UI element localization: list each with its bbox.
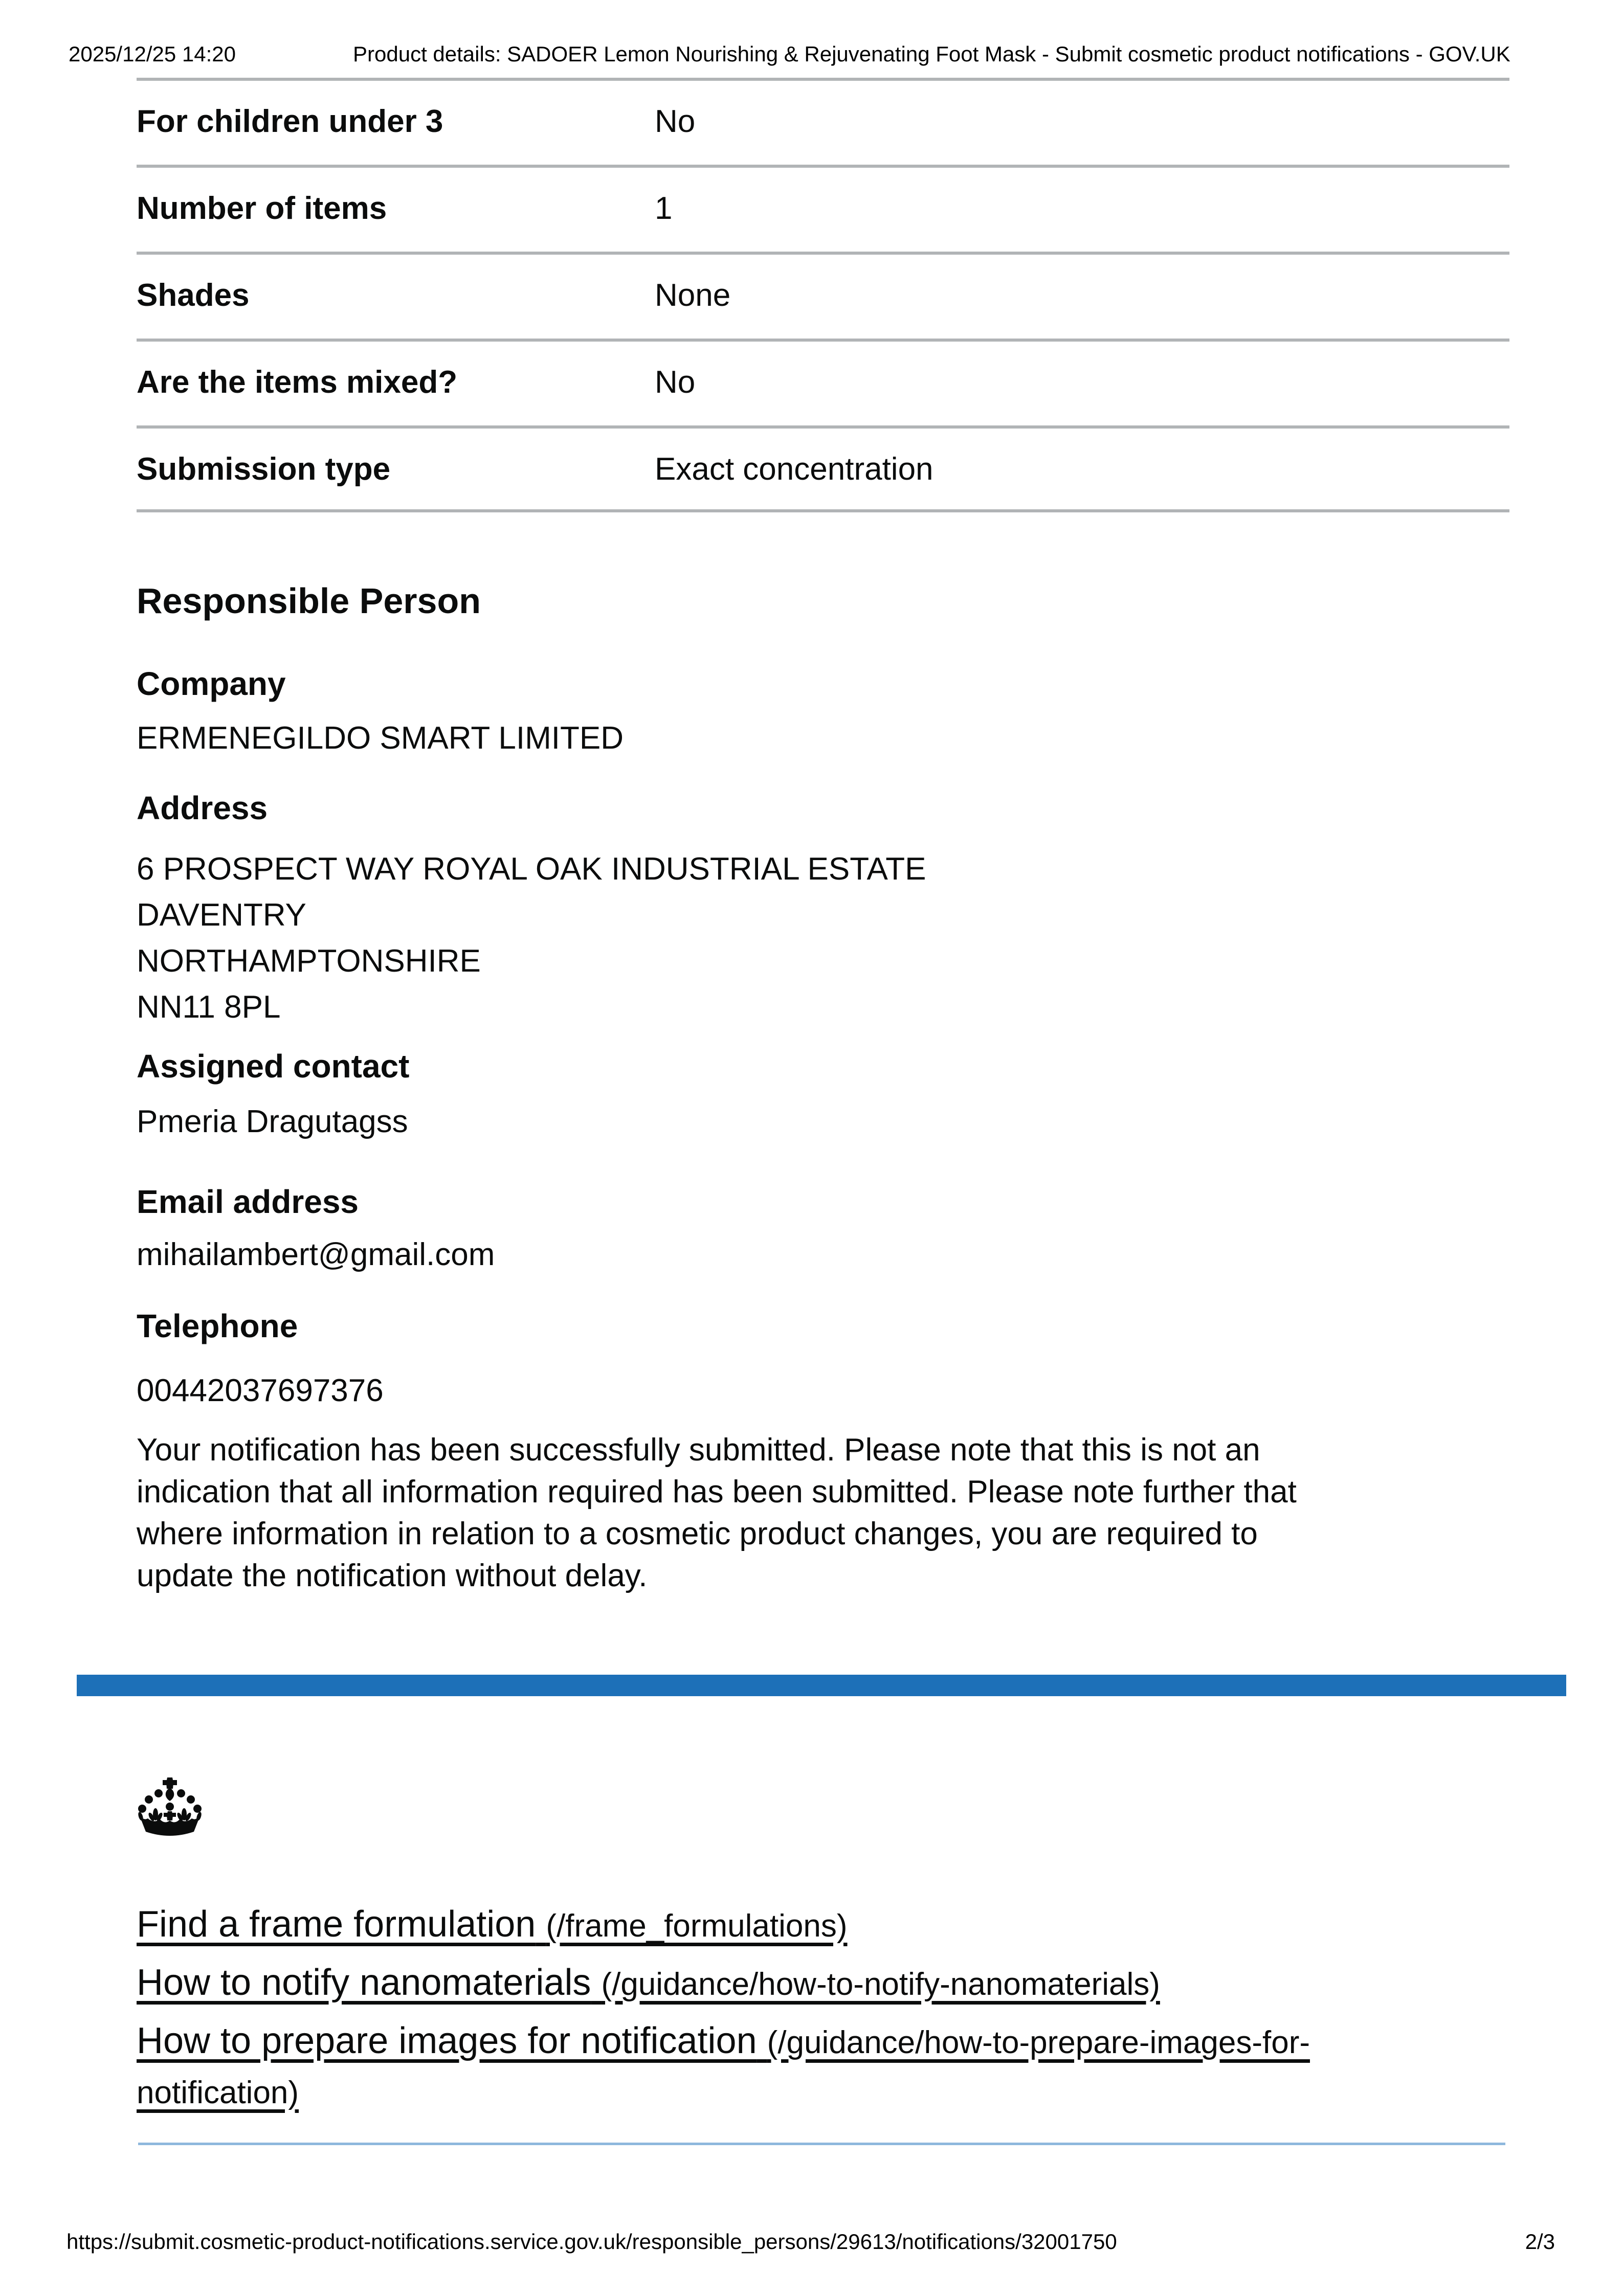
row-label: Shades	[137, 278, 250, 313]
email-value: mihailambert@gmail.com	[137, 1237, 495, 1272]
govuk-crown-icon	[137, 1776, 203, 1838]
row-value: No	[655, 104, 696, 139]
row-value: 1	[655, 191, 673, 226]
company-label: Company	[137, 665, 286, 702]
link-frame-formulation[interactable]	[137, 1900, 1354, 1950]
link-href-text: (/guidance/how-to-notify-nanomaterials)	[601, 1967, 1160, 2002]
email-label: Email address	[137, 1183, 359, 1220]
address-line: NN11 8PL	[137, 989, 281, 1025]
row-value: No	[655, 365, 696, 400]
row-label: Are the items mixed?	[137, 365, 458, 400]
address-label: Address	[137, 790, 268, 826]
product-summary-table	[137, 78, 1509, 512]
link-notify-nanomaterials[interactable]	[137, 1959, 1354, 2009]
related-links-list	[137, 1900, 1354, 2125]
print-footer-url: https://submit.cosmetic-product-notifications.service.gov.uk/responsible_persons/29613/notifications/32001750	[66, 2230, 1117, 2254]
row-label: Number of items	[137, 191, 387, 226]
address-line: NORTHAMPTONSHIRE	[137, 943, 481, 979]
assigned-contact-value: Pmeria Dragutagss	[137, 1104, 408, 1139]
govuk-footer-top-border	[77, 1675, 1566, 1696]
table-row	[137, 165, 1509, 252]
company-value: ERMENEGILDO SMART LIMITED	[137, 721, 624, 756]
print-header-datetime: 2025/12/25 14:20	[69, 42, 236, 66]
row-value: Exact concentration	[655, 452, 933, 487]
row-label: For children under 3	[137, 104, 443, 139]
link-label: How to prepare images for notification	[137, 2020, 757, 2061]
table-row	[137, 425, 1509, 512]
table-row	[137, 339, 1509, 425]
telephone-value: 00442037697376	[137, 1373, 384, 1408]
telephone-label: Telephone	[137, 1308, 298, 1344]
row-value: None	[655, 278, 731, 313]
table-row	[137, 78, 1509, 165]
link-href-text: (/guidance/how-to-prepare-images-for-notification)	[137, 2025, 1310, 2110]
table-row	[137, 252, 1509, 339]
print-footer-page-number: 2/3	[1525, 2230, 1555, 2254]
footer-divider-rule	[138, 2143, 1505, 2145]
responsible-person-heading: Responsible Person	[137, 581, 481, 621]
link-label: How to notify nanomaterials	[137, 1962, 591, 2003]
link-label: Find a frame formulation	[137, 1904, 536, 1945]
assigned-contact-label: Assigned contact	[137, 1048, 410, 1085]
link-href-text: (/frame_formulations)	[546, 1908, 848, 1944]
address-line: 6 PROSPECT WAY ROYAL OAK INDUSTRIAL ESTATE	[137, 851, 926, 887]
print-header-title: Product details: SADOER Lemon Nourishing & Rejuvenating Foot Mask - Submit cosmetic product notifications - GOV.UK	[353, 42, 1510, 66]
submission-notice-text: Your notification has been successfully submitted. Please note that this is not an indication that all information required has been submitted. Please note further that where information in relation to a cosmetic product changes, you are required to update the notification without delay.	[137, 1432, 1297, 1593]
link-prepare-images[interactable]	[137, 2017, 1354, 2117]
address-line: DAVENTRY	[137, 897, 306, 933]
address-value	[137, 846, 926, 1030]
row-label: Submission type	[137, 452, 391, 487]
